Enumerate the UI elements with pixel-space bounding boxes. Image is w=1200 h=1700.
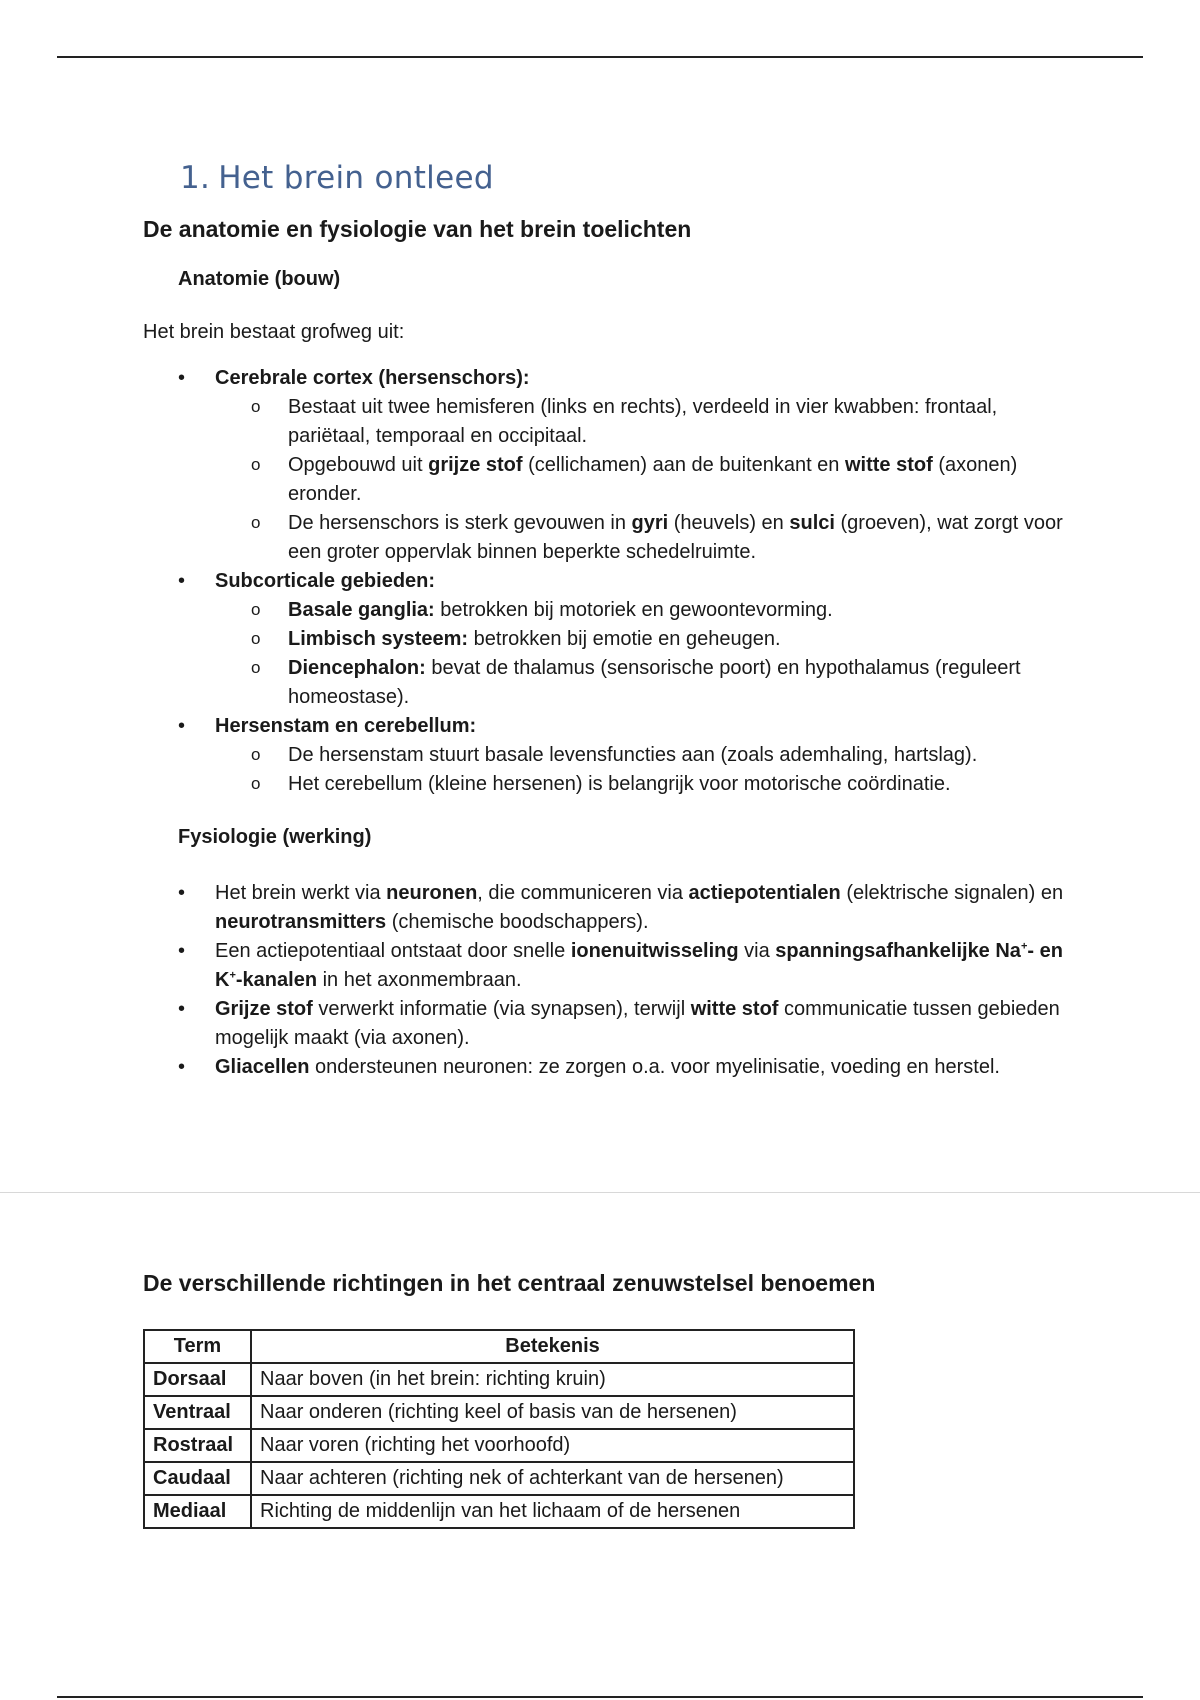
list-item: • Het brein werkt via neuronen, die communiceren via actiepotentialen (elektrische signalen) en neurotransmitters (chemische boodschappers).	[143, 879, 1073, 937]
table-row	[144, 1429, 854, 1462]
list-item-brainstem	[143, 712, 1073, 799]
table-row	[144, 1495, 854, 1528]
chapter-title: Het brein ontleed	[218, 160, 494, 196]
page-2-content	[143, 1270, 1073, 1529]
page-1-content	[143, 160, 1073, 1082]
section-title-anatomy-physiology: De anatomie en fysiologie van het brein toelichten	[143, 216, 692, 242]
list-item-subcortical	[143, 567, 1073, 712]
subcortical-sublist	[215, 596, 1073, 712]
meaning-cell: Naar achteren (richting nek of achterkant van de hersenen)	[251, 1462, 854, 1495]
table-row	[144, 1396, 854, 1429]
list-item-cortex	[143, 364, 1073, 567]
list-item: o De hersenschors is sterk gevouwen in gyri (heuvels) en sulci (groeven), wat zorgt voor een groter oppervlak binnen beperkte schedelruimte.	[215, 509, 1073, 567]
cortex-sublist	[215, 393, 1073, 567]
table-header-row	[144, 1330, 854, 1363]
meaning-cell: Naar voren (richting het voorhoofd)	[251, 1429, 854, 1462]
list-item: • Gliacellen ondersteunen neuronen: ze zorgen o.a. voor myelinisatie, voeding en herstel.	[143, 1053, 1073, 1082]
list-item: o Het cerebellum (kleine hersenen) is belangrijk voor motorische coördinatie.	[215, 770, 1073, 799]
physiology-list	[143, 879, 1073, 1082]
directions-table	[143, 1329, 855, 1529]
brainstem-sublist	[215, 741, 1073, 799]
term-cell: Rostraal	[144, 1429, 251, 1462]
footer-rule	[57, 1696, 1143, 1698]
brainstem-label: Hersenstam en cerebellum:	[215, 715, 477, 737]
cortex-label: Cerebrale cortex (hersenschors):	[215, 367, 530, 389]
table-row	[144, 1462, 854, 1495]
meaning-cell: Naar boven (in het brein: richting kruin)	[251, 1363, 854, 1396]
subheading-physiology: Fysiologie (werking)	[178, 826, 372, 848]
term-cell: Dorsaal	[144, 1363, 251, 1396]
chapter-number: 1.	[180, 160, 211, 196]
list-item: o Basale ganglia: betrokken bij motoriek en gewoontevorming.	[215, 596, 1073, 625]
list-item: • Grijze stof verwerkt informatie (via synapsen), terwijl witte stof communicatie tussen gebieden mogelijk maakt (via axonen).	[143, 995, 1073, 1053]
list-item: o Opgebouwd uit grijze stof (cellichamen) aan de buitenkant en witte stof (axonen) eronder.	[215, 451, 1073, 509]
term-cell: Ventraal	[144, 1396, 251, 1429]
subcortical-label: Subcorticale gebieden:	[215, 570, 436, 592]
chapter-heading	[180, 160, 1073, 196]
column-header-meaning: Betekenis	[251, 1330, 854, 1363]
list-item: o Diencephalon: bevat de thalamus (sensorische poort) en hypothalamus (reguleert homeostase).	[215, 654, 1073, 712]
meaning-cell: Naar onderen (richting keel of basis van de hersenen)	[251, 1396, 854, 1429]
column-header-term: Term	[144, 1330, 251, 1363]
list-item: o Bestaat uit twee hemisferen (links en rechts), verdeeld in vier kwabben: frontaal, pariëtaal, temporaal en occipitaal.	[215, 393, 1073, 451]
table-row	[144, 1363, 854, 1396]
anatomy-list	[143, 364, 1073, 799]
meaning-cell: Richting de middenlijn van het lichaam of de hersenen	[251, 1495, 854, 1528]
section-title-directions: De verschillende richtingen in het centraal zenuwstelsel benoemen	[143, 1270, 876, 1296]
term-cell: Caudaal	[144, 1462, 251, 1495]
subheading-anatomy: Anatomie (bouw)	[178, 268, 341, 290]
list-item: • Een actiepotentiaal ontstaat door snelle ionenuitwisseling via spanningsafhankelijke Na+- en K+-kanalen in het axonmembraan.	[143, 937, 1073, 995]
term-cell: Mediaal	[144, 1495, 251, 1528]
header-rule	[57, 56, 1143, 58]
page-separator	[0, 1192, 1200, 1193]
list-item: o De hersenstam stuurt basale levensfuncties aan (zoals ademhaling, hartslag).	[215, 741, 1073, 770]
list-item: o Limbisch systeem: betrokken bij emotie en geheugen.	[215, 625, 1073, 654]
intro-paragraph: Het brein bestaat grofweg uit:	[143, 321, 405, 343]
